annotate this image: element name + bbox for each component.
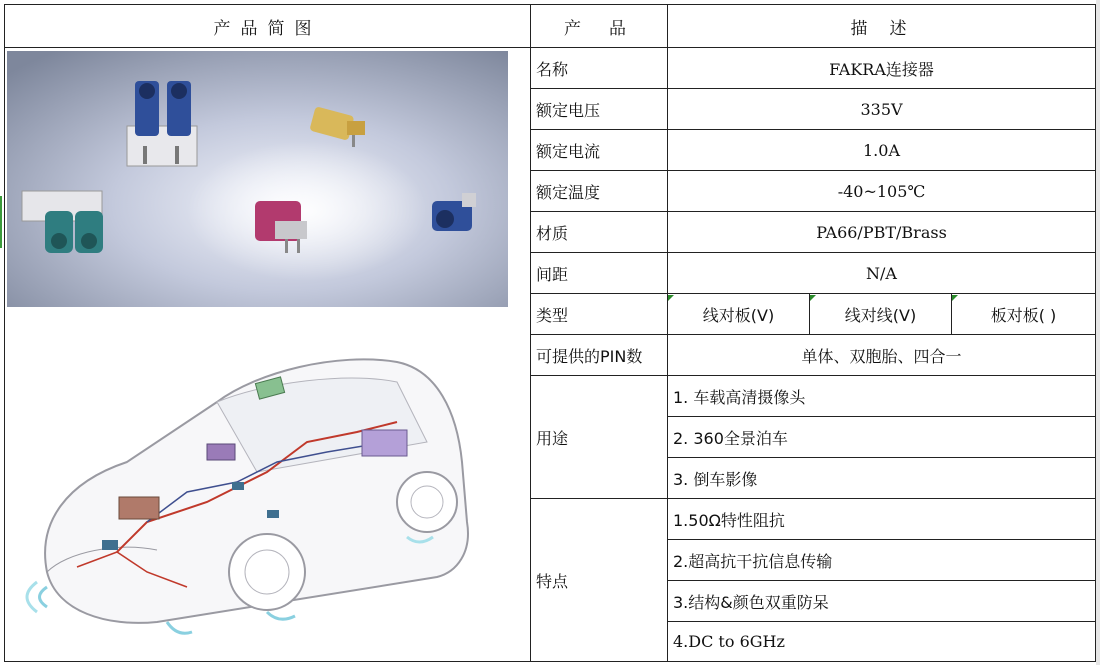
row-label-usage: 用途 <box>536 428 569 448</box>
type-option-board-to-board: 板对板( ) <box>990 305 1057 325</box>
product-photo <box>7 51 508 307</box>
row-selection-marker <box>0 196 2 248</box>
header-desc-col: 描述 <box>850 18 929 39</box>
sheet-margin <box>1096 0 1100 665</box>
table-border-right <box>1095 4 1096 662</box>
row-label-name: 名称 <box>536 59 569 79</box>
feature-item: 2.超高抗干抗信息传输 <box>673 551 833 571</box>
row-value-pins: 单体、双胞胎、四合一 <box>801 346 962 366</box>
row-label-pitch: 间距 <box>536 264 569 284</box>
row-value-name: FAKRA连接器 <box>829 59 934 79</box>
header-product-col: 产品 <box>564 18 654 39</box>
row-value-voltage: 335V <box>860 99 903 119</box>
row-label-features: 特点 <box>536 571 569 591</box>
row-value-temperature: -40~105℃ <box>837 181 926 201</box>
usage-item: 1. 车载高清摄像头 <box>673 387 806 407</box>
row-label-current: 额定电流 <box>536 141 601 161</box>
table-border-left <box>4 4 5 662</box>
row-value-material: PA66/PBT/Brass <box>816 222 947 242</box>
row-label-temperature: 额定温度 <box>536 182 601 202</box>
row-value-pitch: N/A <box>866 263 897 283</box>
row-label-pins: 可提供的PIN数 <box>536 346 643 366</box>
feature-item: 1.50Ω特性阻抗 <box>673 510 785 530</box>
header-image-col: 产品简图 <box>213 18 322 39</box>
row-value-current: 1.0A <box>863 140 900 160</box>
row-label-voltage: 额定电压 <box>536 100 601 120</box>
feature-item: 4.DC to 6GHz <box>673 632 785 651</box>
car-harness-illustration <box>7 322 527 662</box>
feature-item: 3.结构&颜色双重防呆 <box>673 592 829 612</box>
usage-item: 2. 360全景泊车 <box>673 428 788 448</box>
type-option-wire-to-board: 线对板(V) <box>702 305 775 325</box>
row-label-material: 材质 <box>536 223 569 243</box>
usage-item: 3. 倒车影像 <box>673 469 758 489</box>
row-label-type: 类型 <box>536 305 569 325</box>
type-option-wire-to-wire: 线对线(V) <box>844 305 917 325</box>
